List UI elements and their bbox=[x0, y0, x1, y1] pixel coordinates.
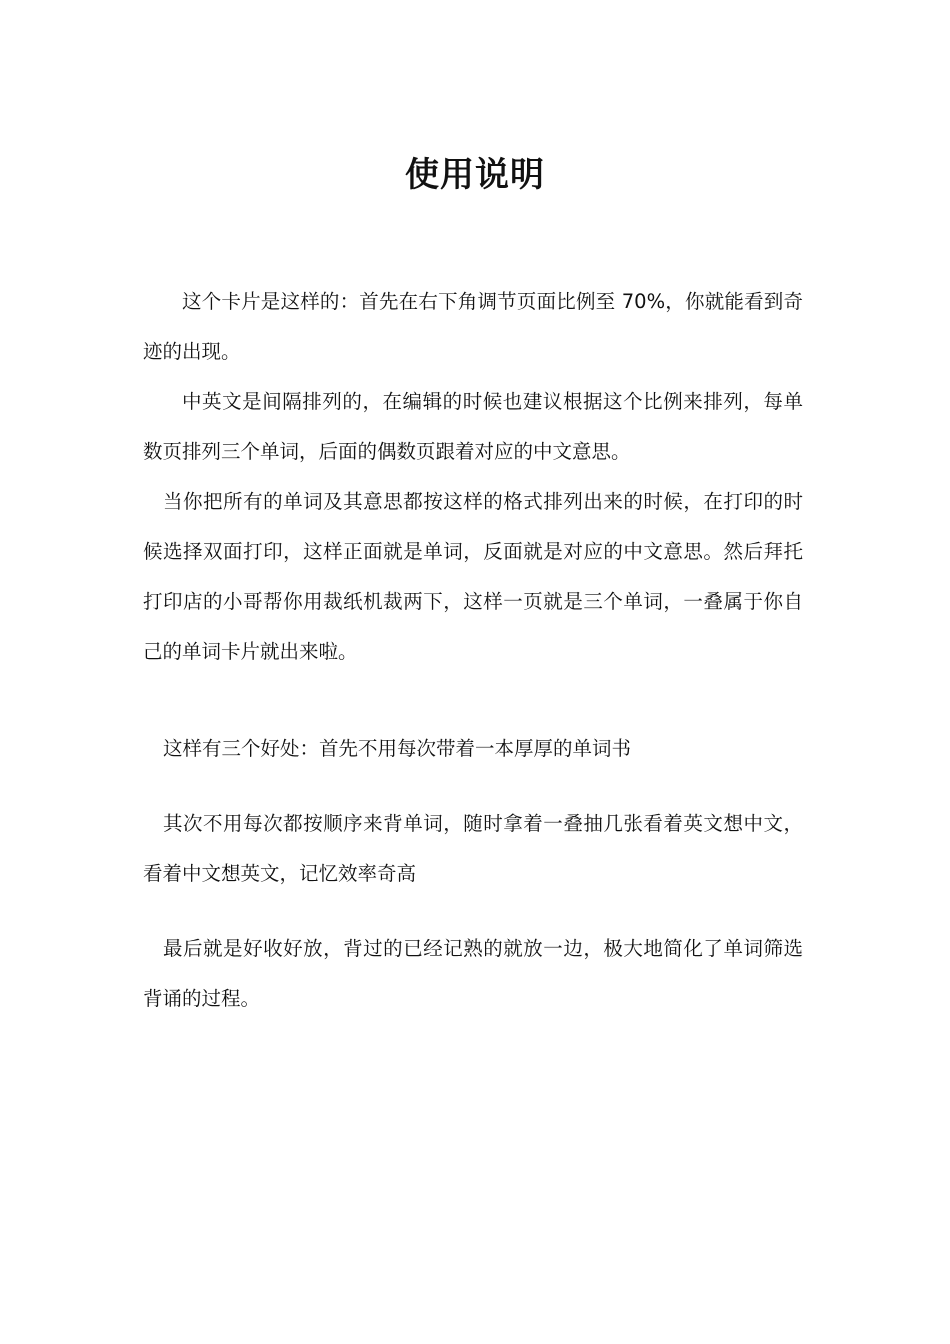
document-title: 使用说明 bbox=[405, 155, 545, 195]
paragraph-layout: 中英文是间隔排列的，在编辑的时候也建议根据这个比例来排列，每单数页排列三个单词，后面的偶数页跟着对应的中文意思。 bbox=[143, 390, 803, 463]
paragraph-benefit-3: 最后就是好收好放，背过的已经记熟的就放一边，极大地简化了单词筛选背诵的过程。 bbox=[143, 937, 803, 1010]
paragraph-printing: 当你把所有的单词及其意思都按这样的格式排列出来的时候，在打印的时候选择双面打印，这样正面就是单词，反面就是对应的中文意思。然后拜托打印店的小哥帮你用裁纸机裁两下，这样一页就是三个单词，一叠属于你自己的单词卡片就出来啦。 bbox=[143, 490, 803, 663]
paragraph-card-intro: 这个卡片是这样的：首先在右下角调节页面比例至 70%，你就能看到奇迹的出现。 bbox=[143, 290, 803, 363]
document-body bbox=[143, 277, 803, 1024]
paragraph-benefit-1: 这样有三个好处：首先不用每次带着一本厚厚的单词书 bbox=[163, 737, 632, 760]
paragraph-benefit-2: 其次不用每次都按顺序来背单词，随时拿着一叠抽几张看着英文想中文，看着中文想英文，记忆效率奇高 bbox=[143, 812, 803, 885]
